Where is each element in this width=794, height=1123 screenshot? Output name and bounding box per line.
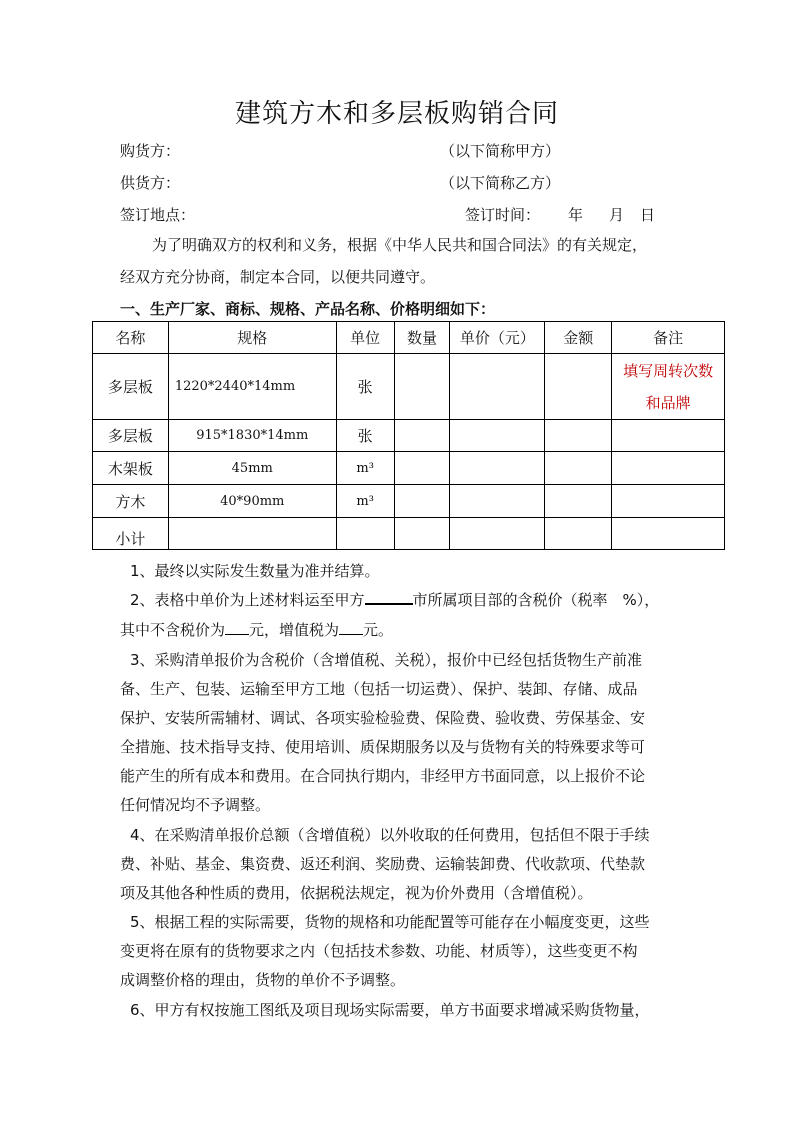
date-label: 签订时间： <box>465 206 541 224</box>
row-note <box>612 420 725 452</box>
row-amount <box>545 518 612 550</box>
header-cell-note: 备注 <box>612 322 725 354</box>
row-amount <box>545 452 612 485</box>
table-row <box>93 485 725 518</box>
table-row-subtotal <box>93 518 725 550</box>
clause-3-line: 备、生产、包装、运输至甲方工地（包括一切运费）、保护、装卸、存储、成品 <box>120 680 638 698</box>
row-name: 多层板 <box>93 354 169 420</box>
items-table <box>92 321 725 550</box>
row-spec: 1220*2440*14mm <box>168 354 336 420</box>
row-unit: 张 <box>336 420 394 452</box>
row-unit <box>336 518 394 550</box>
row-quantity <box>394 518 450 550</box>
section-1-heading: 一、生产厂家、商标、规格、产品名称、价格明细如下： <box>120 300 496 318</box>
row-spec: 45mm <box>168 452 336 485</box>
clause-2-line-2 <box>120 615 393 645</box>
price-ex-tax-blank <box>225 618 249 635</box>
header-cell-unit-price: 单价（元） <box>450 322 545 354</box>
date-year: 年 <box>568 206 584 224</box>
clause-4-line: 费、补贴、基金、集资费、返还利润、奖励费、运输装卸费、代收款项、代垫款 <box>120 855 646 873</box>
row-note <box>612 452 725 485</box>
intro-line-2: 经双方充分协商，制定本合同，以便共同遵守。 <box>120 268 436 286</box>
header-cell-unit: 单位 <box>336 322 394 354</box>
header-cell-name: 名称 <box>93 322 169 354</box>
row-quantity <box>394 420 450 452</box>
row-note: 填写周转次数和品牌 <box>612 354 725 420</box>
city-blank <box>365 587 413 605</box>
row-amount <box>545 354 612 420</box>
clause-3-line: 3、采购清单报价为含税价（含增值税、关税），报价中已经包括货物生产前准 <box>130 651 643 669</box>
row-unit-price <box>450 420 545 452</box>
clause-3-line: 任何情况均不予调整。 <box>120 796 271 814</box>
clause-2-text-a: 2、表格中单价为上述材料运至甲方 <box>130 591 365 609</box>
row-note <box>612 518 725 550</box>
row-unit-price <box>450 518 545 550</box>
row-unit: m³ <box>336 485 394 518</box>
clause-3-line: 全措施、技术指导支持、使用培训、质保期服务以及与货物有关的特殊要求等可 <box>120 738 646 756</box>
row-unit-price <box>450 485 545 518</box>
buyer-note: （以下简称甲方） <box>440 142 561 160</box>
table-row <box>93 354 725 420</box>
clause-5-line: 成调整价格的理由，货物的单价不予调整。 <box>120 971 406 989</box>
intro-line-1: 为了明确双方的权利和义务，根据《中华人民共和国合同法》的有关规定， <box>152 236 648 254</box>
clause-5-line: 5、根据工程的实际需要，货物的规格和功能配置等可能存在小幅度变更，这些 <box>130 913 650 931</box>
vat-blank <box>339 618 363 635</box>
table-row <box>93 420 725 452</box>
clause-2-text-c3: 元。 <box>363 621 394 639</box>
row-unit-price <box>450 354 545 420</box>
clause-3-line: 能产生的所有成本和费用。在合同执行期内，非经甲方书面同意，以上报价不论 <box>120 767 646 785</box>
clause-5-line: 变更将在原有的货物要求之内（包括技术参数、功能、材质等），这些变更不构 <box>120 942 638 960</box>
header-cell-spec: 规格 <box>168 322 336 354</box>
clause-1: 1、最终以实际发生数量为准并结算。 <box>130 562 380 580</box>
row-spec <box>168 518 336 550</box>
row-quantity <box>394 452 450 485</box>
row-spec: 915*1830*14mm <box>168 420 336 452</box>
row-name: 多层板 <box>93 420 169 452</box>
table-row <box>93 452 725 485</box>
row-unit: 张 <box>336 354 394 420</box>
row-amount <box>545 485 612 518</box>
clause-4-line: 4、在采购清单报价总额（含增值税）以外收取的任何费用，包括但不限于手续 <box>130 826 650 844</box>
supplier-label: 供货方： <box>120 174 181 192</box>
clause-6-line: 6、甲方有权按施工图纸及项目现场实际需要，单方书面要求增减采购货物量， <box>130 1001 650 1019</box>
buyer-label: 购货方： <box>120 142 181 160</box>
date-month: 月 <box>609 206 625 224</box>
row-name: 木架板 <box>93 452 169 485</box>
header-cell-amount: 金额 <box>545 322 612 354</box>
clause-2-text-c2: 元，增值税为 <box>249 621 340 639</box>
row-amount <box>545 420 612 452</box>
place-label: 签订地点： <box>120 206 196 224</box>
document-title: 建筑方木和多层板购销合同 <box>234 99 559 129</box>
date-day: 日 <box>640 206 656 224</box>
row-name: 小计 <box>93 518 169 550</box>
row-note <box>612 485 725 518</box>
row-spec: 40*90mm <box>168 485 336 518</box>
clause-3-line: 保护、安装所需辅材、调试、各项实验检验费、保险费、验收费、劳保基金、安 <box>120 709 646 727</box>
table-header-row <box>93 322 725 354</box>
header-cell-quantity: 数量 <box>394 322 450 354</box>
row-quantity <box>394 485 450 518</box>
clause-2-text-b: 市所属项目部的含税价（税率 %）， <box>412 591 660 609</box>
row-name: 方木 <box>93 485 169 518</box>
clause-4-line: 项及其他各种性质的费用，依据税法规定，视为价外费用（含增值税）。 <box>120 884 593 902</box>
supplier-note: （以下简称乙方） <box>440 174 561 192</box>
clause-2-text-c1: 其中不含税价为 <box>120 621 226 639</box>
clause-2-line-1 <box>130 585 659 615</box>
row-unit: m³ <box>336 452 394 485</box>
row-unit-price <box>450 452 545 485</box>
row-quantity <box>394 354 450 420</box>
